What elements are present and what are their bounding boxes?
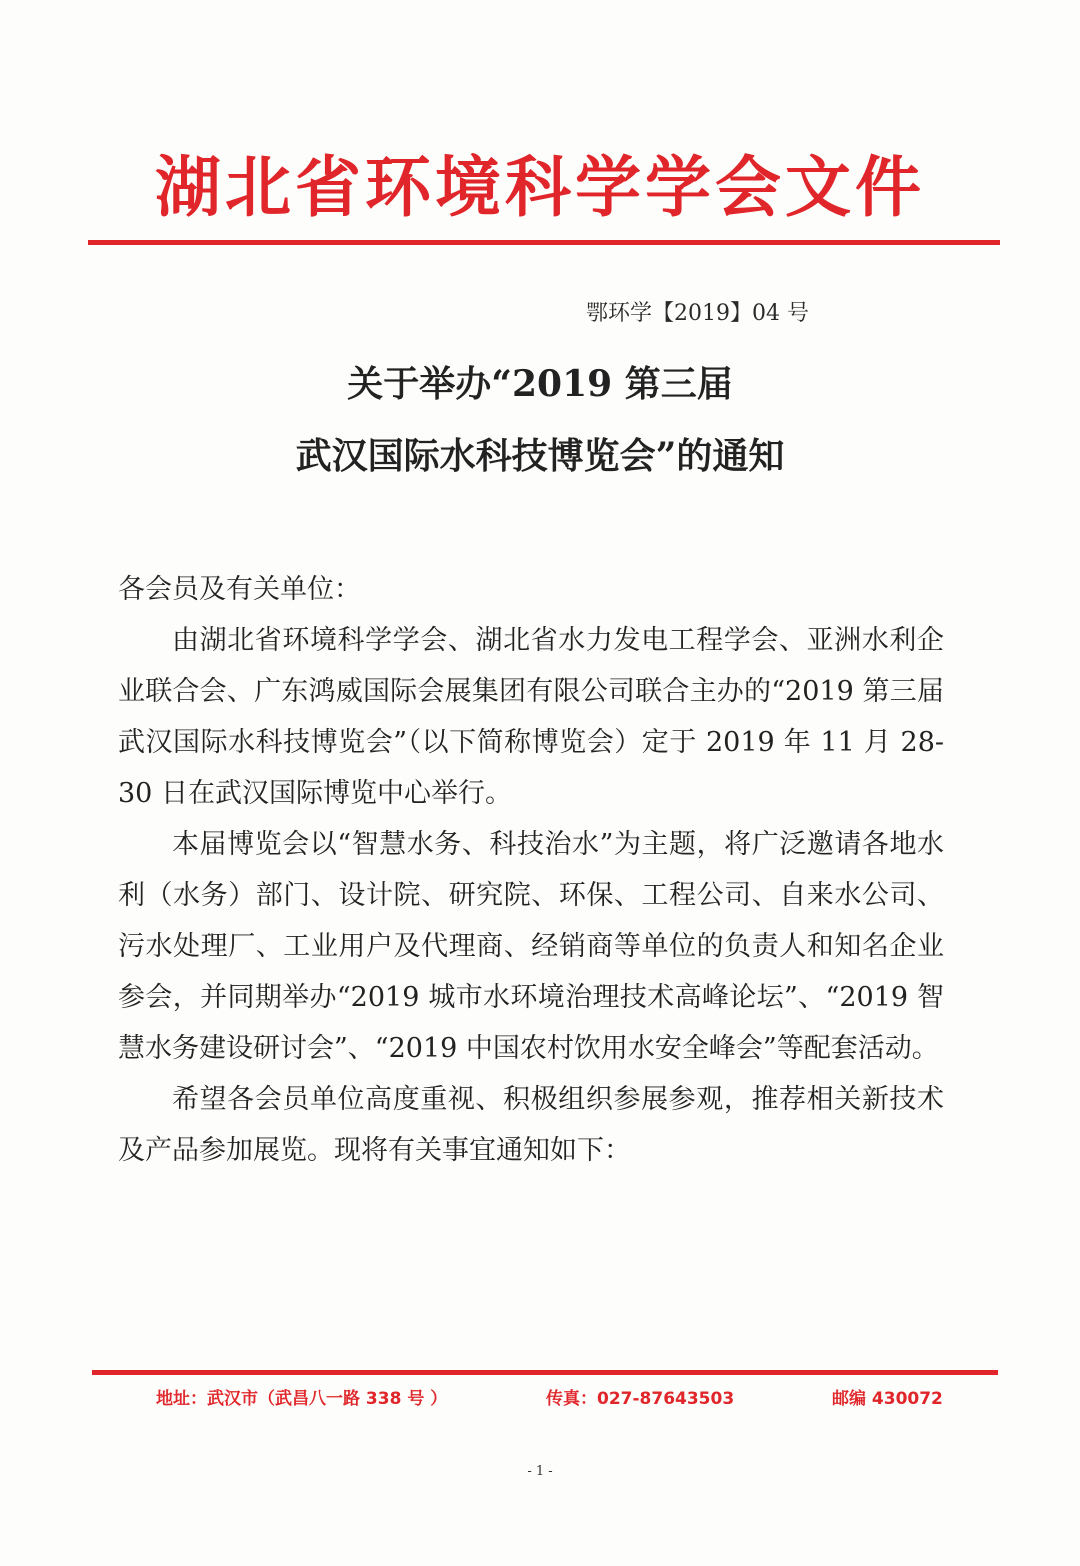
- footer-postcode: 邮编 430072: [832, 1389, 943, 1409]
- footer-address: 地址：武汉市（武昌八一路 338 号 ）: [156, 1389, 448, 1409]
- body-paragraph: 由湖北省环境科学学会、湖北省水力发电工程学会、亚洲水利企业联合会、广东鸿威国际会展集团有限公司联合主办的“2019 第三届武汉国际水科技博览会”（以下简称博览会）定于 2019 年 11 月 28-30 日在武汉国际博览中心举行。: [118, 625, 944, 809]
- body-paragraph: 本届博览会以“智慧水务、科技治水”为主题，将广泛邀请各地水利（水务）部门、设计院、研究院、环保、工程公司、自来水公司、污水处理厂、工业用户及代理商、经销商等单位的负责人和知名企业参会，并同期举办“2019 城市水环境治理技术高峰论坛”、“2019 智慧水务建设研讨会”、“2019 中国农村饮用水安全峰会”等配套活动。: [118, 829, 944, 1064]
- notice-title-line-1: 关于举办“2019 第三届: [347, 363, 733, 405]
- letterhead-divider: [88, 240, 1000, 245]
- body-paragraph: 希望各会员单位高度重视、积极组织参展参观，推荐相关新技术及产品参加展览。现将有关事宜通知如下：: [118, 1084, 944, 1166]
- footer: [0, 1384, 1080, 1414]
- document-number: 鄂环学【2019】04 号: [586, 301, 809, 326]
- page-number: - 1 -: [527, 1464, 553, 1479]
- footer-fax: 传真：027-87643503: [546, 1389, 735, 1409]
- footer-divider: [92, 1370, 998, 1375]
- salutation: 各会员及有关单位：: [118, 574, 361, 605]
- notice-body: [118, 564, 944, 1176]
- letterhead-title: 湖北省环境科学学会文件: [155, 149, 925, 226]
- notice-title-line-2: 武汉国际水科技博览会”的通知: [295, 435, 785, 477]
